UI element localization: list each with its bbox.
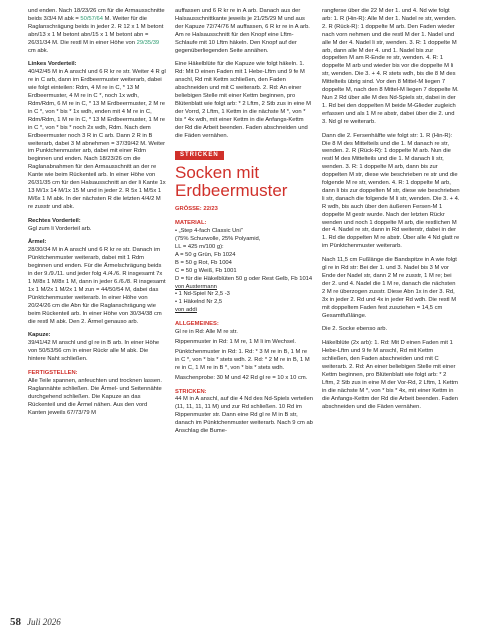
general-stockinette: Gl re in Rd: Alle M re str. xyxy=(175,329,238,336)
pattern-title-line-1: Socken mit xyxy=(175,163,260,183)
left-front-paragraph: 40/42/45 M in A anschl und 6 R kr re str. Weiter 4 R gl re in C arb, dann im Erdbeermuster weiterarb, dabei wie folgt einteilen: Rdm, 4 M re in C, * 13 M Erdbeermuster, 4 M re in C *, noch 1x wdh, Rdm/Rdm, 6 M re in C, * 13 M Erdbeermuster, 2 M re in C *, von * bis * 1x wdh, enden mit 4 M re in C, Rdm/Rdm, 1 M re in C, * 13 M Erdbeermuster, 1 M re in C *, von * bis * noch 2x wdh, Rdm. Nach dem Erdbeermuster noch 3 R in C arb. Dann 2 R in B weiterarb, dabei 3 M abnehmen = 37/39/42 M. Weiter im Punktchenmuster arb, dabei mit einer Rdm beginnen und enden. Nach 18/23/26 cm die Raglanabnahmen für den Armausschnitt an der re Kante wie beim Rückenteil arb. In einer Höhe von 26/31/35 cm für den Halsausschnitt an der li Kante 1x 13 M/1x 14 M/1x 15 M und in jeder 2. R 5x 1 M/5x 1 M/6x 1 M abk. In der nächsten R die letzten 4/4/2 M re zusstr und abk. xyxy=(28,69,166,210)
size-line: GRÖSSE: 22/23 xyxy=(175,206,218,213)
issue-date: Juli 2026 xyxy=(27,617,61,627)
heading-finishing: FERTIGSTELLEN: xyxy=(28,370,78,377)
finishing-paragraph: Alle Teile spannen, anfeuchten und trocknen lassen. Raglannähte schließen. Die Ärmel- und Seitennähte durchgehend schließen. Die Kapuze an das Rückenteil und die Ärmel nähen. Aus den vord Kanten jeweils 67/73/79 M xyxy=(28,377,162,416)
heading-hood: Kapuze: xyxy=(28,332,51,339)
hood-paragraph: 39/41/42 M anschl und gl re in B arb. In einer Höhe von 50/53/56 cm in einer Rückr alle M abk. Die hintere Naht schließen. xyxy=(28,340,160,363)
material-list xyxy=(175,228,313,315)
material-line: C = 50 g Weiß, Fb 1001 xyxy=(175,267,237,274)
heading-general: ALLGEMEINES: xyxy=(175,321,219,328)
material-line: (75% Schurwolle, 25% Polyamid, xyxy=(175,236,261,243)
size-value-highlight: 29/35/39 xyxy=(136,39,160,46)
general-rib-pattern: Rippenmuster in Rd: 1 M re, 1 M li im Wechsel. xyxy=(175,339,297,345)
brand-link-austermann: von Austermann xyxy=(175,283,217,290)
second-sock-paragraph: Die 2. Socke ebenso arb. xyxy=(322,326,388,333)
material-line: A = 50 g Grün, Fb 1024 xyxy=(175,251,236,258)
size-value-highlight: 50/57/64 xyxy=(80,15,103,22)
heading-left-front: Linkes Vorderteil: xyxy=(28,61,77,68)
column-right xyxy=(322,8,460,418)
toe-paragraph: Nach 11,5 cm Fußlänge die Bandspitze in A wie folgt gl re in Rd str: Bei der 1. und 3. Nadel bis 3 M vor Ende der Nadel str, dann 2 M re zusstr, 1 M re; bei der 2. und 4. Nadel die 1 M re, danach die nächsten 2 M re überzogen zusstr. Diese Abn 1x in der 3. Rd, 3x in jeder 2. Rd und 4x in jeder Rd wdh. Die restl M mit doppeltem Faden fest zusziehen = 14,5 cm Gesamtfußlänge. xyxy=(322,257,457,319)
column-middle xyxy=(175,8,313,442)
text-run: cm abk. xyxy=(28,47,49,54)
general-dot-pattern: Pünktchenmuster in Rd: 1. Rd: * 3 M re in B, 1 M re in C *, von * bis * stets wdh. 2. Rd: * 2 M re in B, 1 M re in C, 1 M re in B *, von * bis * stets wdh. xyxy=(175,348,310,371)
section-tag-knitting: STRICKEN xyxy=(175,151,224,161)
heading-sleeves: Ärmel: xyxy=(28,239,47,246)
material-line: • 1 Nd-Spiel Nr 2,5 -3 xyxy=(175,291,230,298)
general-gauge: Maschenprobe: 30 M und 42 Rd gl re = 10 x 10 cm. xyxy=(175,374,308,381)
material-line: D = für die Häkelblüten 50 g oder Rest Gelb, Fb 1014 xyxy=(175,275,313,282)
heading-knitting: STRICKEN: xyxy=(175,388,207,395)
page-number: 58 xyxy=(10,616,21,628)
crochet-flower-paragraph: Eine Häkelblüte für die Kapuze wie folgt häkeln. 1. Rd: Mit D einen Faden mit 1 Hebe-Lftm und 9 fe M anschl, Rd mit Kettm schließen, den Faden abschneiden und mit C weiterarb. 2. Rd: An einer beliebigen Stelle mit einer Kettm beginnen, pro Blütenblatt wie folgt arb: * 2 Lftm, 2 Stb zus in eine M der Vorrd, 2 Lftm, 1 Kettm in die nächste M *, von * bis * 4x wdh, mit einer Kettm in die Anfangs-Kettm der Rd die Arbeit beenden. Faden abschneiden und die Fäden vernähen. xyxy=(175,61,311,139)
pattern-title-line-2: Erdbeermuster xyxy=(175,181,288,201)
heading-material: MATERIAL: xyxy=(175,220,207,227)
text-run: M. Weiter für die Raglanschrägung beids in jeder 2. R 12 x 1 M betont abn/13 x 1 M betont abn/15 x 1 M betont abn = 26/31/34 M. Die restl M in einer Höhe von xyxy=(28,15,164,46)
heel-second-half-paragraph: Dann die 2. Fersenhälfte wie folgt str: 1. R (Hin-R): Die 8 M des Mittelteils und die 1. M danach re str, wenden. 2. R (Rück-R): 1 doppelte M arb. Nun die restl M des Mittelteils und die 1. M danach li str, wenden. 3. R: 1 doppelte M arb, dann bis zur doppelten M str, diese wie beschrieben re str und die folgende M re str, wenden. 4. R: 1 doppelte M arb, dann li bis zur doppelten M str, diese wie beschrieben li str, danach die folgende M li str, wenden. Die 3. + 4. R wdh, bis auch über den äußeren Fersen-M 1 doppelte M gestr wurde. Nach der letzten Rückr wenden und noch 1 doppelte M arb, die restlichen M der 4. Nadel re str, dann in Rd weiterstr, dabei in der 1. Rd die doppelten M re abstr. Über alle 4 Nd glatt re im Pünktchenmuster weiterarb. xyxy=(322,132,460,250)
material-line: B = 50 g Rot, Fb 1004 xyxy=(175,259,232,266)
text-run: und enden. Nach 18/23/26 cm für die Armausschnitte beids 3/3/4 M abk = xyxy=(28,8,165,22)
crochet-flower-instructions: Häkelblüte (2x arb): 1. Rd: Mit D einen Faden mit 1 Hebe-Lftm und 9 fe M anschl, Rd mit Kettm schließen, den Faden abschneiden und mit C weiterarb. 2. Rd: An einer beliebigen Stelle mit einer Kettm beginnen, pro Blütenblatt wie folgt arb: * 2 Lftm, 2 Stb zus in eine M der Vor-Rd, 2 Lftm, 1 Kettm in die nächste M *, von * bis * 4x, mit einer Kettm in die Anfangs-Kettm der Rd die Arbeit beenden. Faden abschneiden und die Fäden vernähen. xyxy=(322,340,458,410)
pattern-title xyxy=(175,164,313,200)
material-line: LL = 425 m/100 g): xyxy=(175,244,224,251)
material-line: • 1 Häkelnd Nr 2,5 xyxy=(175,299,223,306)
material-line: • „Step 4-fach Classic Uni“ xyxy=(175,228,243,235)
finishing-continued-paragraph: auffassen und 6 R kr re in A arb. Danach aus der Halsausschnittkante jeweils je 21/25/29 M und aus der Kapuze 72/74/76 M auffassen, 6 R kr re in A arb. Am re Halsausschnitt für den Knopf eine Lftm-Schlaufe mit 10 Lftm häkeln. Den Knopf auf der gegenüberliegenden Seite annähen. xyxy=(175,8,310,54)
heading-right-front: Rechtes Vorderteil: xyxy=(28,217,81,224)
back-piece-end-paragraph xyxy=(28,8,166,55)
brand-link-addi: von addi xyxy=(175,307,197,314)
page-footer xyxy=(10,616,61,628)
sleeves-paragraph: 28/30/34 M in A anschl und 6 R kr re str. Danach im Pünktchenmuster weiterarb, dabei mit 1 Rdm beginnen und enden. Für die Ärmelschrägung beids in der 9./9./11. und jeder folg 4./4./6. R insgesamt 7x 1 M/8x 1 M/8x 1 M, dann in jeder 6./6./8. R insgesamt 1x 1 M/2x 1 M/2x 1 M zun = 44/50/54 M, dabei das Pünktchenmuster weiterarb. In einer Höhe von 20/24/26 cm die Abn für die Raglanschrägung wie beim Rückenteil arb. In einer Höhe von 30/34/38 cm die restl M abk. Den 2. Ärmel genauso arb. xyxy=(28,247,166,325)
column-left xyxy=(28,8,166,424)
knitting-paragraph: 44 M in A anschl, auf die 4 Nd des Nd-Spiels verteilen (11, 11, 11, 11 M) und zur Rd schließen. 10 Rd im Rippenmuster str. Dann eine Rd gl re M in B str, danach im Pünktchenmuster weiterarb. Nach 9 cm ab Anschlag die Bume- xyxy=(175,396,313,435)
right-front-paragraph: Ggl zum li Vorderteil arb. xyxy=(28,225,92,232)
heel-first-half-paragraph: rangferse über die 22 M der 1. und 4. Nd wie folgt arb: 1. R (Hin-R): Alle M der 1. Nadel re str, wenden. 2. R (Rück-R): 1 doppelte M arb. Den Faden wieder nach vorn nehmen und die restl M der 1. Nadel und alle M der 4. Nadel li str, wenden. 3. R: 1 doppelte M arb, dann alle M der 4. und 1. Nadel bis zur doppelten M am R-Ende re str, wenden. 4. R: 1 doppelte M arb und wieder bis vor die doppelte M li str, wenden. Die 3. + 4. R stets wdh, bis die 8 M des Mittelteils übrig sind. Vor den 8 Mittel-M liegen 7 doppelte M, nach den 8 Mittel-M liegen 7 doppelte M. Nun 2 Rd über alle M des Nd-Spiels str, dabei in der 1. Rd bei den doppelten M beide M-Glieder zugleich erfassen und als 1 M re abstr, dabei über die 2. und 3. Nd gl re weiterarb. xyxy=(322,8,459,125)
